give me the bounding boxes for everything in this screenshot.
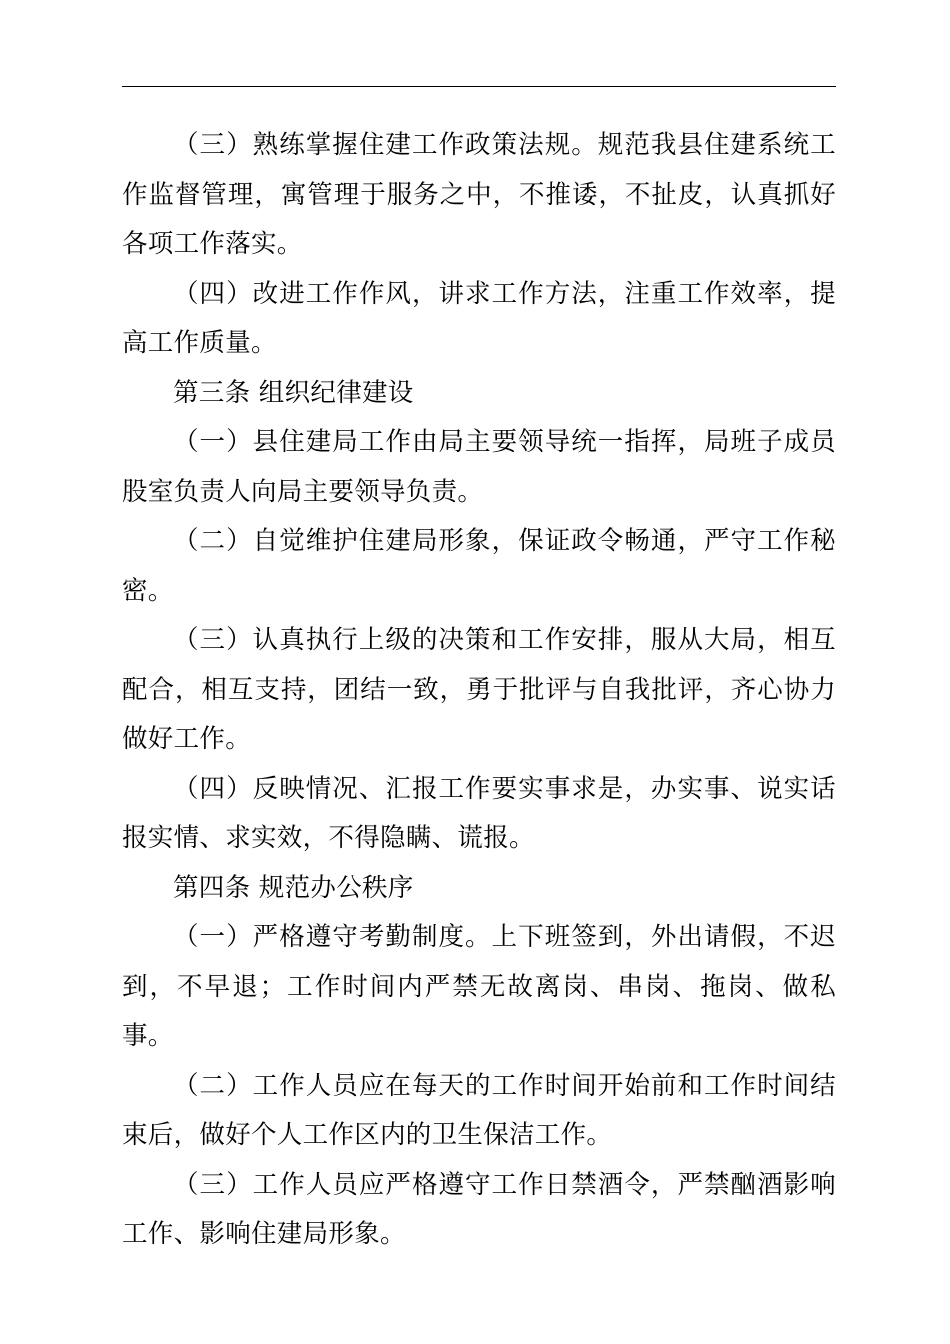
document-body — [122, 121, 836, 1260]
clause-1-attendance: （一）严格遵守考勤制度。上下班签到，外出请假，不迟到，不早退；工作时间内严禁无故离岗、串岗、拖岗、做私事。 — [122, 922, 836, 1051]
article-4-heading: 第四条 规范办公秩序 — [173, 872, 414, 903]
article-3-heading: 第三条 组织纪律建设 — [173, 377, 414, 408]
clause-3-alcohol: （三）工作人员应严格遵守工作日禁酒令，严禁酗酒影响工作、影响住建局形象。 — [122, 1169, 836, 1249]
clause-3-cooperation: （三）认真执行上级的决策和工作安排，服从大局，相互配合，相互支持，团结一致，勇于批评与自我批评，齐心协力做好工作。 — [122, 625, 836, 754]
clause-2-cleaning: （二）工作人员应在每天的工作时间开始前和工作时间结束后，做好个人工作区内的卫生保洁工作。 — [122, 1070, 836, 1150]
clause-4-reporting: （四）反映情况、汇报工作要实事求是，办实事、说实话报实情、求实效，不得隐瞒、谎报。 — [122, 773, 836, 853]
clause-4-work-style: （四）改进工作作风，讲求工作方法，注重工作效率，提高工作质量。 — [122, 278, 836, 358]
clause-3-policy: （三）熟练掌握住建工作政策法规。规范我县住建系统工作监督管理，寓管理于服务之中，不推诿，不扯皮，认真抓好各项工作落实。 — [122, 130, 836, 259]
clause-1-leadership: （一）县住建局工作由局主要领导统一指挥，局班子成员股室负责人向局主要领导负责。 — [122, 427, 836, 507]
clause-2-image: （二）自觉维护住建局形象，保证政令畅通，严守工作秘密。 — [122, 526, 836, 606]
header-rule — [122, 86, 836, 87]
